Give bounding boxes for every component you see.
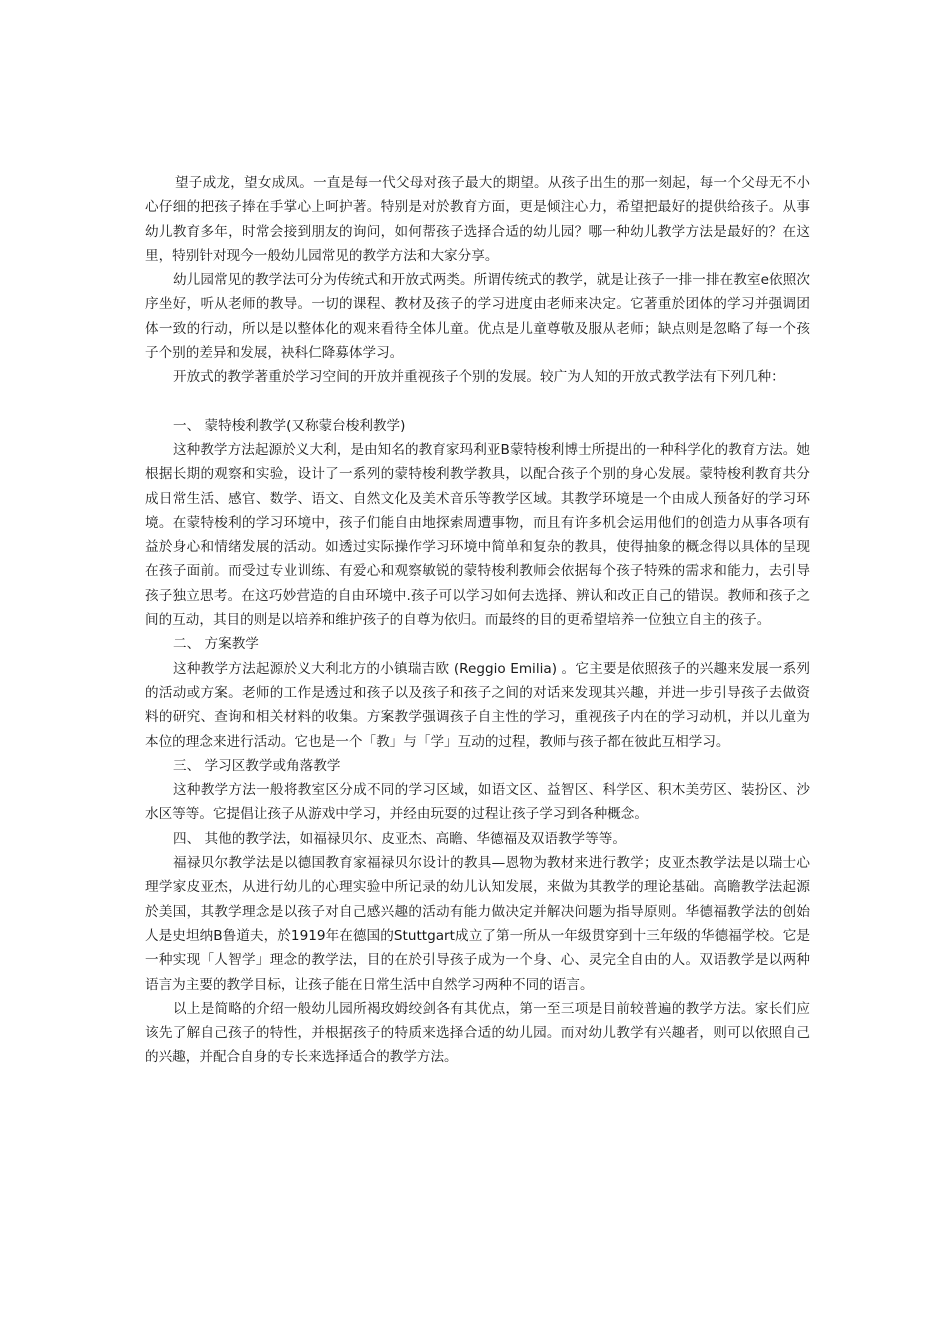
section-body-3: 这种教学方法一般将教室区分成不同的学习区域，如语文区、益智区、科学区、积木美劳区、装扮区、沙水区等等。它提倡让孩子从游戏中学习，并经由玩耍的过程让孩子学习到各种概念。 [145,782,810,823]
section-heading-3: 三、 学习区教学或角落教学 [173,757,341,774]
section-heading-2: 二、 方案教学 [173,636,259,653]
conclusion-paragraph: 以上是简略的介绍一般幼儿园所褐玫姆绞剑各有其优点，第一至三项是目前较普遍的教学方法。家长们应该先了解自己孩子的特性，并根据孩子的特质来选择合适的幼儿园。而对幼儿教学有兴趣者，则可以依照自己的兴趣，并配合自身的专长来选择适合的教学方法。 [145,1000,810,1066]
intro-paragraph-2: 幼儿园常见的教学法可分为传统式和开放式两类。所谓传统式的教学，就是让孩子一排一排在教室e依照次序坐好，听从老师的教导。一切的课程、教材及孩子的学习进度由老师来决定。它著重於团体的学习并强调团体一致的行动，所以是以整体化的观来看待全体儿童。优点是儿童尊敬及服从老师；缺点则是忽略了每一个孩子个别的差异和发展，袂科仁降募体学习。 [145,272,810,362]
intro-paragraph-3: 开放式的教学著重於学习空间的开放并重视孩子个别的发展。较广为人知的开放式教学法有下列几种： [173,369,785,386]
document-body [145,171,810,1070]
section-body-4: 福禄贝尔教学法是以德国教育家福禄贝尔设计的教具—恩物为教材来进行教学；皮亚杰教学法是以瑞士心理学家皮亚杰，从进行幼儿的心理实验中所记录的幼儿认知发展，来做为其教学的理论基础。高瞻教学法起源於美国，其教学理念是以孩子对自己感兴趣的活动有能力做决定并解决问题为指导原则。华德福教学法的创始人是史坦纳B鲁道夫，於1919年在德国的Stuttgart成立了第一所从一年级贯穿到十三年级的华德福学校。它是一种实现「人智学」理念的教学法，目的在於引导孩子成为一个身、心、灵完全自由的人。双语教学是以两种语言为主要的教学目标，让孩子能在日常生活中自然学习两种不同的语言。 [145,855,810,993]
section-body-2: 这种教学方法起源於义大利北方的小镇瑞吉欧 (Reggio Emilia) 。它主要是依照孩子的兴趣来发展一系列的活动或方案。老师的工作是透过和孩子以及孩子和孩子之间的对话来发现其兴趣，并进一步引导孩子去做资料的研究、查询和相关材料的收集。方案教学强调孩子自主性的学习，重视孩子内在的学习动机，并以儿童为本位的理念来进行活动。它也是一个「教」与「学」互动的过程，教师与孩子都在彼此互相学习。 [145,660,810,750]
section-body-1: 这种教学方法起源於义大利，是由知名的教育家玛利亚B蒙特梭利博士所提出的一种科学化的教育方法。她根据长期的观察和实验，设计了一系列的蒙特梭利教学教具，以配合孩子个别的身心发展。蒙特梭利教育共分成日常生活、感官、数学、语文、自然文化及美术音乐等教学区域。其教学环境是一个由成人预备好的学习环境。在蒙特梭利的学习环境中，孩子们能自由地探索周遭事物，而且有许多机会运用他们的创造力从事各项有益於身心和情绪发展的活动。如透过实际操作学习环境中简单和复杂的教具，使得抽象的概念得以具体的呈现在孩子面前。而受过专业训练、有爱心和观察敏锐的蒙特梭利教师会依据每个孩子特殊的需求和能力，去引导孩子独立思考。在这巧妙营造的自由环境中.孩子可以学习如何去选择、辨认和改正自己的错误。教师和孩子之间的互动，其目的则是以培养和维护孩子的自尊为依归。而最终的目的更希望培养一位独立自主的孩子。 [145,441,810,629]
intro-paragraph-1: 望子成龙，望女成凤。一直是每一代父母对孩子最大的期望。从孩子出生的那一刻起，每一个父母无不小心仔细的把孩子捧在手掌心上呵护著。特别是对於教育方面，更是倾注心力，希望把最好的提供给孩子。从事幼儿教育多年，时常会接到朋友的询问，如何帮孩子选择合适的幼儿园？哪一种幼儿教学方法是最好的？在这里，特别针对现今一般幼儿园常见的教学方法和大家分享。 [145,175,810,264]
section-spacer [145,390,810,414]
section-heading-4: 四、 其他的教学法，如福禄贝尔、皮亚杰、高瞻、华德福及双语教学等等。 [173,830,626,847]
section-heading-1: 一、 蒙特梭利教学(又称蒙台梭利教学) [173,417,406,434]
